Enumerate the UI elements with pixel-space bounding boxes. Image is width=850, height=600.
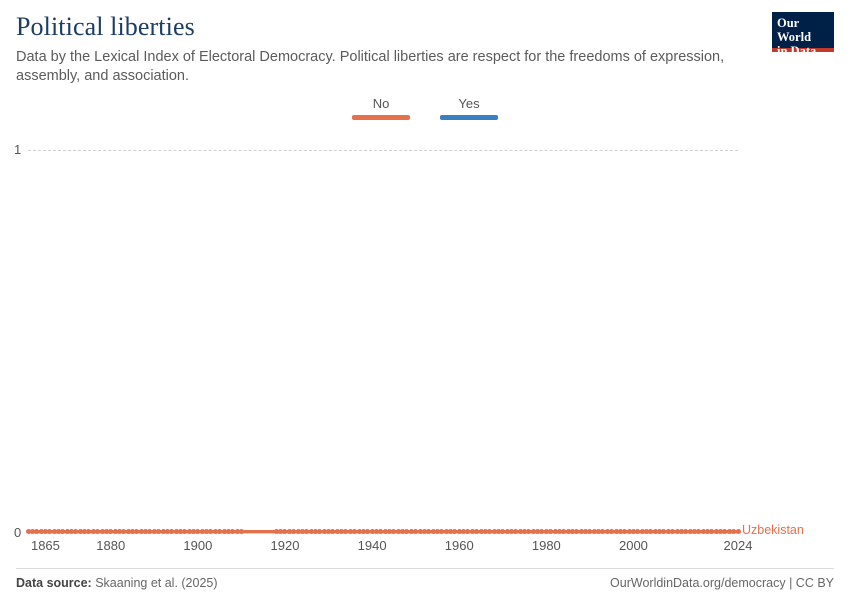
footer-separator: | [789,576,793,590]
x-axis-tick: 1865 [30,538,60,553]
x-axis-tick: 1940 [357,538,387,553]
owid-logo-line1: Our World [777,16,812,44]
owid-logo-line2: in Data [777,44,817,58]
footer-source [16,576,218,590]
footer-links [610,576,834,590]
legend-swatch-yes [440,115,498,120]
x-axis-tick: 2024 [723,538,753,553]
legend-label-no: No [372,96,390,111]
y-axis-tick-0: 0 [14,525,22,540]
series-label-uzbekistan: Uzbekistan [742,523,804,537]
legend-label-yes: Yes [458,96,480,111]
x-axis-tick: 1920 [270,538,300,553]
series-marker [239,529,244,534]
chart-header [16,12,834,86]
legend-item-yes[interactable] [440,96,498,120]
chart-footer [16,568,834,590]
x-axis-tick: 1980 [531,538,561,553]
x-axis-tick: 2000 [618,538,648,553]
x-axis-tick: 1880 [96,538,126,553]
series-markers-uzbekistan [28,527,738,536]
series-marker [736,529,741,534]
footer-site-link[interactable]: OurWorldinData.org/democracy [610,576,786,590]
gridline-top [28,150,738,151]
plot-area [14,142,804,540]
legend-swatch-no [352,115,410,120]
footer-source-label: Data source: [16,576,92,590]
footer-license[interactable]: CC BY [795,576,834,590]
x-axis-tick: 1900 [183,538,213,553]
chart-legend [0,96,850,120]
chart-subtitle: Data by the Lexical Index of Electoral Democracy. Political liberties are respect for the freedoms of expression, assembly, and association. [16,49,725,84]
x-axis-tick: 1960 [444,538,474,553]
owid-logo[interactable] [772,12,834,58]
page-title: Political liberties [16,12,195,41]
y-axis-tick-1: 1 [14,142,22,157]
footer-source-value: Skaaning et al. (2025) [95,576,218,590]
legend-item-no[interactable] [352,96,410,120]
x-axis [28,538,753,556]
